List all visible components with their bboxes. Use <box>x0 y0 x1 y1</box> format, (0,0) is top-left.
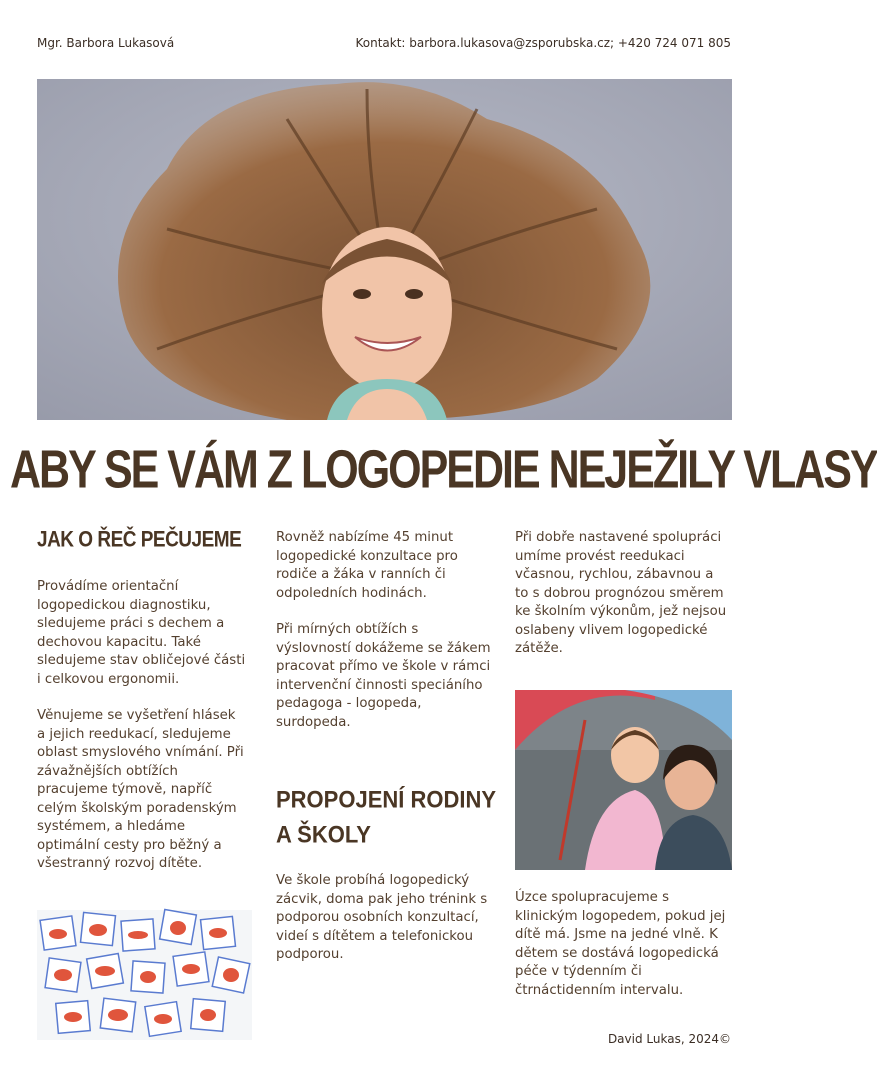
column-1 <box>37 578 247 874</box>
articulation-cards-image <box>37 910 252 1040</box>
hero-photo <box>37 79 732 420</box>
header-author: Mgr. Barbora Lukasová <box>37 36 175 50</box>
hero-illustration <box>37 79 732 420</box>
header-contact: Kontakt: barbora.lukasova@zsporubska.cz; +420 724 071 805 <box>355 36 731 50</box>
col1-paragraph-1: Provádíme orientační logopedickou diagnostiku, sledujeme práci s dechem a dechovou kapacitu. Také sledujeme stav obličejové části i celkovou ergonomii. <box>37 579 246 687</box>
col2-paragraph-2: Při mírných obtížích s výslovností dokážeme se žákem pracovat přímo ve škole v rámci intervenční činnosti speciáního pedagoga - logopeda, surdopeda. <box>276 622 491 730</box>
col3-paragraph-1: Při dobře nastavené spolupráci umíme provést reedukaci včasnou, rychlou, zábavnou a to s dobrou prognózou směrem ke školním výkonům, jež nejsou oslabeny vlivem logopedické zátěže. <box>515 530 727 656</box>
family-umbrella-illustration <box>515 690 732 870</box>
column-2 <box>276 529 491 732</box>
col3-paragraph-2: Úzce spolupracujeme s klinickým logopedem, pokud jej dítě má. Jsme na jedné vlně. K dětem se dostává logopedická péče v týdenním či čtrnáctidenním intervalu. <box>515 890 726 998</box>
col2-paragraph-3: Ve škole probíhá logopedický zácvik, doma pak jeho trénink s podporou osobních konzultací, videí s dítětem a telefonickou podporou. <box>276 873 488 962</box>
section-heading-care: JAK O ŘEČ PEČUJEME <box>37 528 242 553</box>
footer-credit: David Lukas, 2024© <box>607 1032 731 1046</box>
col1-paragraph-2: Věnujeme se vyšetření hlásek a jejich reedukací, sledujeme oblast smyslového vnímání. Při závažnějších obtížích pracujeme týmově, napříč celým školským poradenským systémem, a hledáme optimální cesty pro běžný a všestranný rozvoj dítěte. <box>37 708 244 871</box>
page-title: ABY SE VÁM Z LOGOPEDIE NEJEŽILY VLASY <box>10 440 877 500</box>
family-photo <box>515 690 732 870</box>
col2-paragraph-1: Rovněž nabízíme 45 minut logopedické konzultace pro rodiče a žáka v ranních či odpoledních hodinách. <box>276 530 458 601</box>
section-heading-family-school: PROPOJENÍ RODINY A ŠKOLY <box>276 785 496 848</box>
mouth-cards-illustration <box>37 910 252 1040</box>
